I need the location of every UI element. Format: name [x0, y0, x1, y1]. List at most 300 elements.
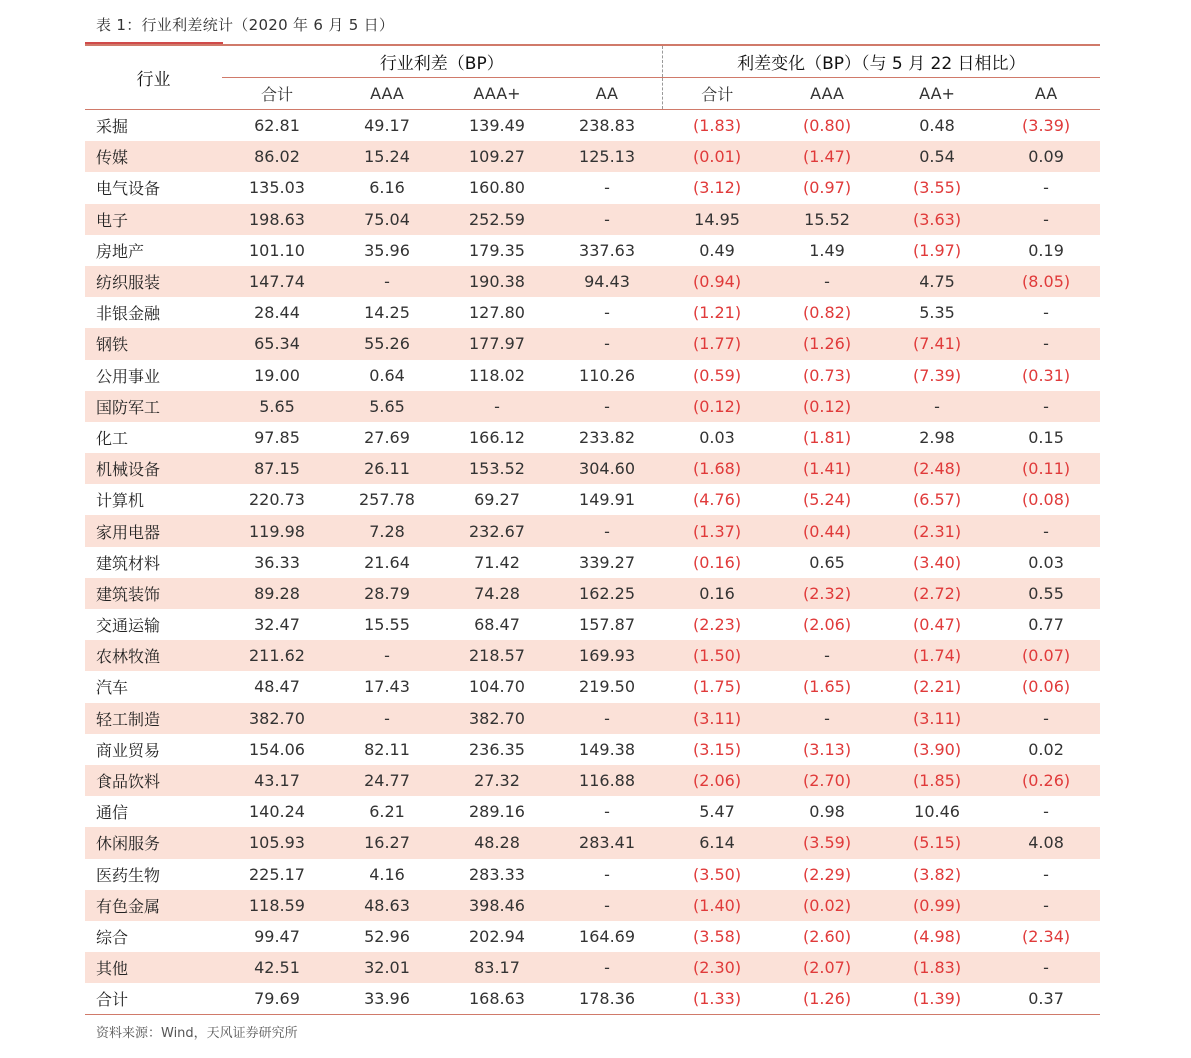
value-cell: 4.75: [882, 266, 992, 297]
table-row: [85, 235, 1100, 266]
value-cell: 160.80: [469, 178, 525, 198]
value-cell: 105.93: [222, 827, 332, 858]
value-cell: (2.23): [692, 615, 742, 635]
value-cell: (2.60): [802, 926, 852, 946]
value-cell: -: [1043, 303, 1049, 323]
value-cell: 118.02: [469, 365, 525, 385]
value-cell: (3.63): [882, 204, 992, 235]
value-cell: 10.46: [914, 802, 960, 822]
value-cell: 169.93: [552, 640, 662, 671]
value-cell: (5.24): [802, 490, 852, 510]
value-cell: 69.27: [474, 490, 520, 510]
value-cell: 110.26: [579, 365, 636, 385]
value-cell: (3.39): [1022, 116, 1071, 136]
value-cell: 0.16: [662, 578, 772, 609]
value-cell: -: [604, 802, 610, 822]
value-cell: (0.99): [882, 890, 992, 921]
industry-name-cell: 房地产: [96, 241, 145, 261]
value-cell: 52.96: [364, 926, 410, 946]
value-cell: (2.32): [772, 578, 882, 609]
value-cell: (2.07): [772, 952, 882, 983]
value-cell: -: [332, 703, 442, 734]
value-cell: 6.14: [662, 827, 772, 858]
industry-name-cell: 国防军工: [85, 391, 222, 422]
value-cell: (4.76): [692, 490, 742, 510]
table-row: [85, 422, 1100, 453]
value-cell: (3.11): [882, 703, 992, 734]
value-cell: (7.41): [882, 328, 992, 359]
value-cell: (7.39): [912, 365, 962, 385]
value-cell: 101.10: [249, 240, 305, 260]
industry-name-cell: 钢铁: [85, 328, 222, 359]
value-cell: 0.55: [992, 578, 1100, 609]
value-cell: 4.16: [369, 864, 405, 884]
value-cell: (1.74): [882, 640, 992, 671]
industry-name-cell: 公用事业: [96, 366, 161, 386]
value-cell: 0.65: [809, 552, 845, 572]
sub-header: AAA: [772, 78, 882, 110]
industry-name-cell: 电子: [85, 204, 222, 235]
value-cell: (0.31): [1022, 365, 1071, 385]
value-cell: 26.11: [332, 453, 442, 484]
table-row: [85, 360, 1100, 391]
value-cell: 119.98: [222, 515, 332, 546]
value-cell: (1.33): [662, 983, 772, 1015]
value-cell: -: [552, 391, 662, 422]
value-cell: 177.97: [442, 328, 552, 359]
value-cell: 149.91: [579, 490, 636, 510]
value-cell: 198.63: [222, 204, 332, 235]
value-cell: 0.49: [699, 240, 735, 260]
value-cell: 219.50: [579, 677, 636, 697]
value-cell: 75.04: [332, 204, 442, 235]
value-cell: 94.43: [552, 266, 662, 297]
table-row: [85, 609, 1100, 640]
value-cell: (1.75): [692, 677, 742, 697]
value-cell: (3.50): [692, 864, 742, 884]
value-cell: (0.26): [992, 765, 1100, 796]
value-cell: 337.63: [579, 240, 636, 260]
value-cell: 32.01: [332, 952, 442, 983]
value-cell: (2.72): [882, 578, 992, 609]
table-row: [85, 266, 1100, 297]
industry-name-cell: 采掘: [96, 117, 129, 137]
value-cell: (1.21): [692, 303, 742, 323]
value-cell: (1.68): [662, 453, 772, 484]
value-cell: 218.57: [442, 640, 552, 671]
value-cell: -: [1043, 802, 1049, 822]
value-cell: 0.54: [882, 141, 992, 172]
value-cell: -: [1043, 178, 1049, 198]
table-header: [85, 45, 1100, 110]
value-cell: -: [992, 952, 1100, 983]
table-row: [85, 547, 1100, 578]
value-cell: (0.12): [772, 391, 882, 422]
value-cell: 289.16: [469, 802, 525, 822]
industry-name-cell: 纺织服装: [85, 266, 222, 297]
value-cell: -: [604, 178, 610, 198]
value-cell: 135.03: [249, 178, 305, 198]
table-row: [85, 328, 1100, 359]
value-cell: (0.02): [772, 890, 882, 921]
value-cell: 2.98: [919, 427, 955, 447]
sub-header: AA: [552, 78, 662, 110]
value-cell: 24.77: [332, 765, 442, 796]
value-cell: -: [882, 391, 992, 422]
value-cell: 166.12: [469, 427, 525, 447]
value-cell: 304.60: [552, 453, 662, 484]
value-cell: (0.07): [992, 640, 1100, 671]
value-cell: 49.17: [364, 116, 410, 136]
value-cell: 55.26: [332, 328, 442, 359]
value-cell: 14.25: [364, 303, 410, 323]
spread-group-header: 行业利差（BP）: [222, 45, 662, 78]
value-cell: -: [992, 890, 1100, 921]
value-cell: (0.59): [692, 365, 742, 385]
value-cell: (2.29): [802, 864, 852, 884]
value-cell: (1.77): [662, 328, 772, 359]
value-cell: (0.16): [692, 552, 742, 572]
value-cell: 0.48: [919, 116, 955, 136]
table-row: [85, 640, 1100, 671]
industry-name-cell: 商业贸易: [96, 740, 161, 760]
value-cell: -: [772, 703, 882, 734]
industry-name-cell: 综合: [96, 927, 129, 947]
value-cell: 398.46: [442, 890, 552, 921]
value-cell: (1.40): [662, 890, 772, 921]
value-cell: (0.94): [662, 266, 772, 297]
value-cell: (0.06): [1022, 677, 1071, 697]
value-cell: 62.81: [254, 116, 300, 136]
value-cell: 32.47: [254, 615, 300, 635]
industry-name-cell: 电气设备: [96, 179, 161, 199]
value-cell: (0.44): [772, 515, 882, 546]
value-cell: (0.73): [802, 365, 852, 385]
sub-header: AAA+: [442, 78, 552, 110]
table-row: [85, 734, 1100, 765]
value-cell: 147.74: [222, 266, 332, 297]
industry-name-cell: 计算机: [96, 491, 145, 511]
value-cell: 42.51: [222, 952, 332, 983]
value-cell: 74.28: [442, 578, 552, 609]
sub-header: 合计: [222, 78, 332, 110]
value-cell: -: [604, 864, 610, 884]
value-cell: 4.08: [992, 827, 1100, 858]
value-cell: 6.21: [369, 802, 405, 822]
industry-name-cell: 合计: [85, 983, 222, 1015]
sub-header: AAA: [332, 78, 442, 110]
table-body: [85, 110, 1100, 1015]
value-cell: (0.97): [802, 178, 852, 198]
value-cell: (2.06): [662, 765, 772, 796]
value-cell: -: [772, 266, 882, 297]
value-cell: 43.17: [222, 765, 332, 796]
value-cell: 211.62: [222, 640, 332, 671]
value-cell: (1.26): [772, 983, 882, 1015]
value-cell: 0.02: [1028, 739, 1064, 759]
table-row: [85, 172, 1100, 203]
table-row: [85, 453, 1100, 484]
value-cell: (3.82): [912, 864, 962, 884]
value-cell: 125.13: [552, 141, 662, 172]
value-cell: (3.15): [692, 739, 742, 759]
table-row: [85, 515, 1100, 546]
value-cell: -: [992, 204, 1100, 235]
value-cell: -: [992, 391, 1100, 422]
value-cell: 83.17: [442, 952, 552, 983]
value-cell: 153.52: [442, 453, 552, 484]
value-cell: 1.49: [809, 240, 845, 260]
value-cell: (3.13): [802, 739, 852, 759]
value-cell: 17.43: [364, 677, 410, 697]
value-cell: 36.33: [254, 552, 300, 572]
value-cell: 118.59: [222, 890, 332, 921]
industry-name-cell: 医药生物: [96, 865, 161, 885]
value-cell: (2.70): [772, 765, 882, 796]
value-cell: 0.37: [992, 983, 1100, 1015]
value-cell: 89.28: [222, 578, 332, 609]
value-cell: 283.33: [469, 864, 525, 884]
value-cell: 48.28: [442, 827, 552, 858]
value-cell: 190.38: [442, 266, 552, 297]
table-row: [85, 859, 1100, 890]
value-cell: -: [552, 703, 662, 734]
value-cell: 5.35: [919, 303, 955, 323]
value-cell: 0.77: [1028, 615, 1064, 635]
value-cell: 0.03: [1028, 552, 1064, 572]
industry-name-cell: 建筑材料: [96, 553, 161, 573]
value-cell: 220.73: [249, 490, 305, 510]
value-cell: 0.64: [369, 365, 405, 385]
value-cell: 48.47: [254, 677, 300, 697]
value-cell: 21.64: [364, 552, 410, 572]
value-cell: 283.41: [552, 827, 662, 858]
value-cell: (1.50): [662, 640, 772, 671]
table-row: [85, 110, 1100, 142]
value-cell: 162.25: [552, 578, 662, 609]
table-row: [85, 827, 1100, 858]
value-cell: (3.58): [692, 926, 742, 946]
industry-name-cell: 机械设备: [85, 453, 222, 484]
value-cell: 127.80: [469, 303, 525, 323]
value-cell: (3.59): [772, 827, 882, 858]
value-cell: 154.06: [249, 739, 305, 759]
value-cell: (1.97): [912, 240, 962, 260]
value-cell: 238.83: [579, 116, 636, 136]
value-cell: 28.44: [254, 303, 300, 323]
value-cell: (3.90): [912, 739, 962, 759]
value-cell: -: [552, 890, 662, 921]
value-cell: (0.47): [912, 615, 962, 635]
sub-header: AA+: [882, 78, 992, 110]
value-cell: (2.30): [662, 952, 772, 983]
value-cell: (5.15): [882, 827, 992, 858]
value-cell: 79.69: [222, 983, 332, 1015]
industry-name-cell: 非银金融: [96, 304, 161, 324]
value-cell: 16.27: [332, 827, 442, 858]
industry-column-header: 行业: [85, 45, 222, 110]
value-cell: (2.48): [882, 453, 992, 484]
table-row: [85, 484, 1100, 515]
value-cell: 157.87: [579, 615, 636, 635]
value-cell: 68.47: [474, 615, 520, 635]
value-cell: 5.47: [699, 802, 735, 822]
value-cell: (2.31): [882, 515, 992, 546]
table-row: [85, 983, 1100, 1015]
table-row: [85, 204, 1100, 235]
value-cell: 6.16: [369, 178, 405, 198]
value-cell: 28.79: [332, 578, 442, 609]
value-cell: 86.02: [222, 141, 332, 172]
value-cell: 225.17: [249, 864, 305, 884]
value-cell: -: [992, 703, 1100, 734]
value-cell: -: [1043, 864, 1049, 884]
industry-name-cell: 传媒: [85, 141, 222, 172]
value-cell: 71.42: [474, 552, 520, 572]
value-cell: 149.38: [579, 739, 636, 759]
value-cell: (0.12): [662, 391, 772, 422]
value-cell: 35.96: [364, 240, 410, 260]
value-cell: 233.82: [579, 427, 636, 447]
value-cell: (0.08): [1022, 490, 1071, 510]
value-cell: 97.85: [254, 427, 300, 447]
value-cell: (0.82): [802, 303, 852, 323]
value-cell: (1.83): [692, 116, 742, 136]
industry-name-cell: 建筑装饰: [85, 578, 222, 609]
industry-name-cell: 轻工制造: [85, 703, 222, 734]
value-cell: (1.26): [772, 328, 882, 359]
value-cell: (2.06): [802, 615, 852, 635]
value-cell: 0.19: [1028, 240, 1064, 260]
table-row: [85, 578, 1100, 609]
industry-name-cell: 有色金属: [85, 890, 222, 921]
value-cell: (1.47): [772, 141, 882, 172]
value-cell: 139.49: [469, 116, 525, 136]
value-cell: 27.69: [364, 427, 410, 447]
industry-name-cell: 农林牧渔: [85, 640, 222, 671]
value-cell: 15.52: [772, 204, 882, 235]
value-cell: 252.59: [442, 204, 552, 235]
value-cell: -: [992, 515, 1100, 546]
value-cell: (3.12): [692, 178, 742, 198]
value-cell: 19.00: [254, 365, 300, 385]
value-cell: -: [552, 515, 662, 546]
table-row: [85, 703, 1100, 734]
value-cell: -: [604, 303, 610, 323]
value-cell: (8.05): [992, 266, 1100, 297]
industry-name-cell: 家用电器: [85, 515, 222, 546]
value-cell: -: [552, 204, 662, 235]
value-cell: (1.37): [662, 515, 772, 546]
value-cell: 382.70: [442, 703, 552, 734]
table-row: [85, 141, 1100, 172]
value-cell: 232.67: [442, 515, 552, 546]
value-cell: 82.11: [364, 739, 410, 759]
value-cell: -: [332, 640, 442, 671]
sub-header: AA: [992, 78, 1100, 110]
industry-name-cell: 其他: [85, 952, 222, 983]
value-cell: 27.32: [442, 765, 552, 796]
value-cell: (3.40): [912, 552, 962, 572]
value-cell: (1.83): [882, 952, 992, 983]
value-cell: (0.80): [802, 116, 852, 136]
value-cell: (3.55): [912, 178, 962, 198]
value-cell: -: [772, 640, 882, 671]
value-cell: 14.95: [662, 204, 772, 235]
change-group-header: 利差变化（BP）（与 5 月 22 日相比）: [662, 45, 1100, 78]
value-cell: 0.03: [699, 427, 735, 447]
value-cell: 0.09: [992, 141, 1100, 172]
value-cell: 15.24: [332, 141, 442, 172]
industry-name-cell: 食品饮料: [85, 765, 222, 796]
value-cell: 179.35: [469, 240, 525, 260]
value-cell: 164.69: [579, 926, 636, 946]
value-cell: 15.55: [364, 615, 410, 635]
value-cell: 5.65: [222, 391, 332, 422]
value-cell: 382.70: [222, 703, 332, 734]
value-cell: 236.35: [469, 739, 525, 759]
value-cell: 99.47: [254, 926, 300, 946]
value-cell: 87.15: [222, 453, 332, 484]
value-cell: 178.36: [552, 983, 662, 1015]
value-cell: 0.15: [1028, 427, 1064, 447]
value-cell: -: [552, 328, 662, 359]
value-cell: 104.70: [469, 677, 525, 697]
value-cell: 257.78: [359, 490, 415, 510]
industry-name-cell: 交通运输: [96, 616, 161, 636]
value-cell: (1.81): [802, 427, 852, 447]
industry-name-cell: 休闲服务: [85, 827, 222, 858]
table-row: [85, 671, 1100, 702]
value-cell: 109.27: [442, 141, 552, 172]
value-cell: 65.34: [222, 328, 332, 359]
value-cell: (1.85): [882, 765, 992, 796]
value-cell: -: [442, 391, 552, 422]
table-title: 表 1：行业利差统计（2020 年 6 月 5 日）: [96, 16, 395, 34]
value-cell: (6.57): [912, 490, 962, 510]
industry-name-cell: 汽车: [96, 678, 129, 698]
table-row: [85, 796, 1100, 827]
industry-spread-table: [85, 44, 1100, 1015]
value-cell: 116.88: [552, 765, 662, 796]
value-cell: (1.39): [882, 983, 992, 1015]
industry-name-cell: 化工: [96, 428, 129, 448]
value-cell: (2.34): [1022, 926, 1071, 946]
table-row: [85, 952, 1100, 983]
value-cell: 7.28: [332, 515, 442, 546]
industry-name-cell: 通信: [96, 803, 129, 823]
value-cell: 33.96: [332, 983, 442, 1015]
table-row: [85, 297, 1100, 328]
table-row: [85, 921, 1100, 952]
value-cell: (3.11): [662, 703, 772, 734]
value-cell: 339.27: [579, 552, 636, 572]
table-row: [85, 391, 1100, 422]
source-note: 资料来源：Wind，天风证券研究所: [96, 1026, 298, 1041]
value-cell: -: [332, 266, 442, 297]
value-cell: -: [552, 952, 662, 983]
value-cell: 168.63: [442, 983, 552, 1015]
value-cell: 140.24: [249, 802, 305, 822]
value-cell: (0.11): [992, 453, 1100, 484]
table-row: [85, 890, 1100, 921]
value-cell: (2.21): [912, 677, 962, 697]
value-cell: 202.94: [469, 926, 525, 946]
value-cell: 48.63: [332, 890, 442, 921]
value-cell: (4.98): [912, 926, 962, 946]
value-cell: -: [992, 328, 1100, 359]
sub-header: 合计: [662, 78, 772, 110]
